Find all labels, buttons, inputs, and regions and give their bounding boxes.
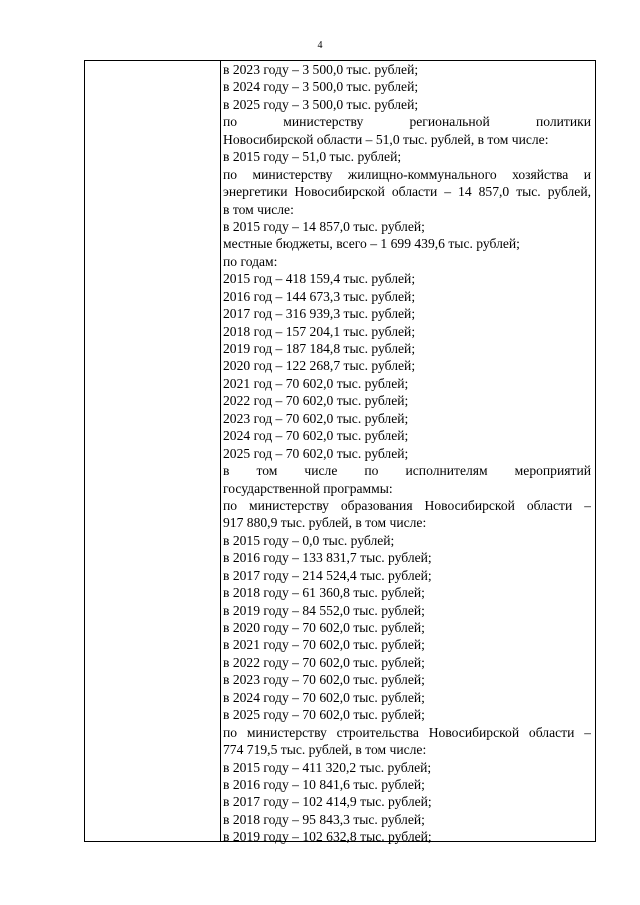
text-line: в 2023 году – 3 500,0 тыс. рублей;	[223, 62, 419, 77]
text-line: 917 880,9 тыс. рублей, в том числе:	[223, 515, 427, 531]
text-line: в 2016 году – 133 831,7 тыс. рублей;	[223, 550, 432, 566]
text-line: местные бюджеты, всего – 1 699 439,6 тыс. рублей;	[223, 236, 520, 252]
text-line: в 2021 году – 70 602,0 тыс. рублей;	[223, 637, 425, 653]
text-line: в 2019 году – 102 632,8 тыс. рублей;	[223, 829, 432, 845]
text-line: по министерству образования Новосибирской области –	[223, 497, 591, 513]
text-line: Новосибирской области – 51,0 тыс. рублей, в том числе:	[223, 131, 549, 147]
text-line: в 2015 году – 0,0 тыс. рублей;	[223, 532, 395, 548]
text-line: 2023 год – 70 602,0 тыс. рублей;	[223, 410, 409, 426]
text-line: в 2019 году – 84 552,0 тыс. рублей;	[223, 602, 425, 618]
text-line: в 2020 году – 70 602,0 тыс. рублей;	[223, 620, 425, 635]
text-line: 2020 год – 122 268,7 тыс. рублей;	[223, 358, 416, 374]
text-line: 2016 год – 144 673,3 тыс. рублей;	[223, 288, 416, 304]
text-line: по годам:	[223, 253, 278, 269]
text-line: в 2018 году – 95 843,3 тыс. рублей;	[223, 811, 425, 827]
document-table	[84, 60, 596, 845]
text-line: по министерству строительства Новосибирской области –	[223, 724, 591, 740]
text-line: 2019 год – 187 184,8 тыс. рублей;	[223, 341, 416, 356]
text-line: в 2015 году – 51,0 тыс. рублей;	[223, 149, 402, 165]
text-line: в 2015 году – 411 320,2 тыс. рублей;	[223, 759, 432, 775]
text-line: в 2017 году – 214 524,4 тыс. рублей;	[223, 567, 432, 583]
text-line: 2022 год – 70 602,0 тыс. рублей;	[223, 393, 409, 409]
text-line: в 2016 году – 10 841,6 тыс. рублей;	[223, 776, 425, 792]
text-line: 2025 год – 70 602,0 тыс. рублей;	[223, 445, 409, 461]
text-line: в 2024 году – 3 500,0 тыс. рублей;	[223, 79, 419, 95]
text-line: в 2022 году – 70 602,0 тыс. рублей;	[223, 654, 425, 670]
text-line: в том числе:	[223, 201, 294, 217]
text-line: в 2015 году – 14 857,0 тыс. рублей;	[223, 218, 425, 234]
text-line: государственной программы:	[223, 480, 393, 496]
text-line: в том числе по исполнителям мероприятий	[223, 463, 591, 479]
page-number: 4	[317, 40, 323, 51]
table-right-cell	[223, 61, 591, 846]
text-line: в 2024 году – 70 602,0 тыс. рублей;	[223, 689, 425, 705]
text-line: в 2018 году – 61 360,8 тыс. рублей;	[223, 585, 425, 601]
text-line: 2018 год – 157 204,1 тыс. рублей;	[223, 323, 416, 339]
text-line: 2017 год – 316 939,3 тыс. рублей;	[223, 306, 416, 322]
text-line: в 2017 году – 102 414,9 тыс. рублей;	[223, 794, 432, 810]
text-line: в 2025 году – 70 602,0 тыс. рублей;	[223, 707, 425, 723]
text-line: 2024 год – 70 602,0 тыс. рублей;	[223, 428, 409, 444]
text-line: 2021 год – 70 602,0 тыс. рублей;	[223, 375, 409, 391]
text-line: энергетики Новосибирской области – 14 857,0 тыс. рублей,	[223, 184, 591, 200]
table-left-cell	[85, 61, 221, 841]
text-line: 2015 год – 418 159,4 тыс. рублей;	[223, 271, 416, 287]
text-line: по министерству жилищно-коммунального хозяйства и	[223, 166, 591, 182]
text-line: в 2023 году – 70 602,0 тыс. рублей;	[223, 672, 425, 688]
text-line: в 2025 году – 3 500,0 тыс. рублей;	[223, 96, 419, 112]
text-line: по министерству региональной политики	[223, 114, 591, 130]
text-line: 774 719,5 тыс. рублей, в том числе:	[223, 742, 427, 758]
